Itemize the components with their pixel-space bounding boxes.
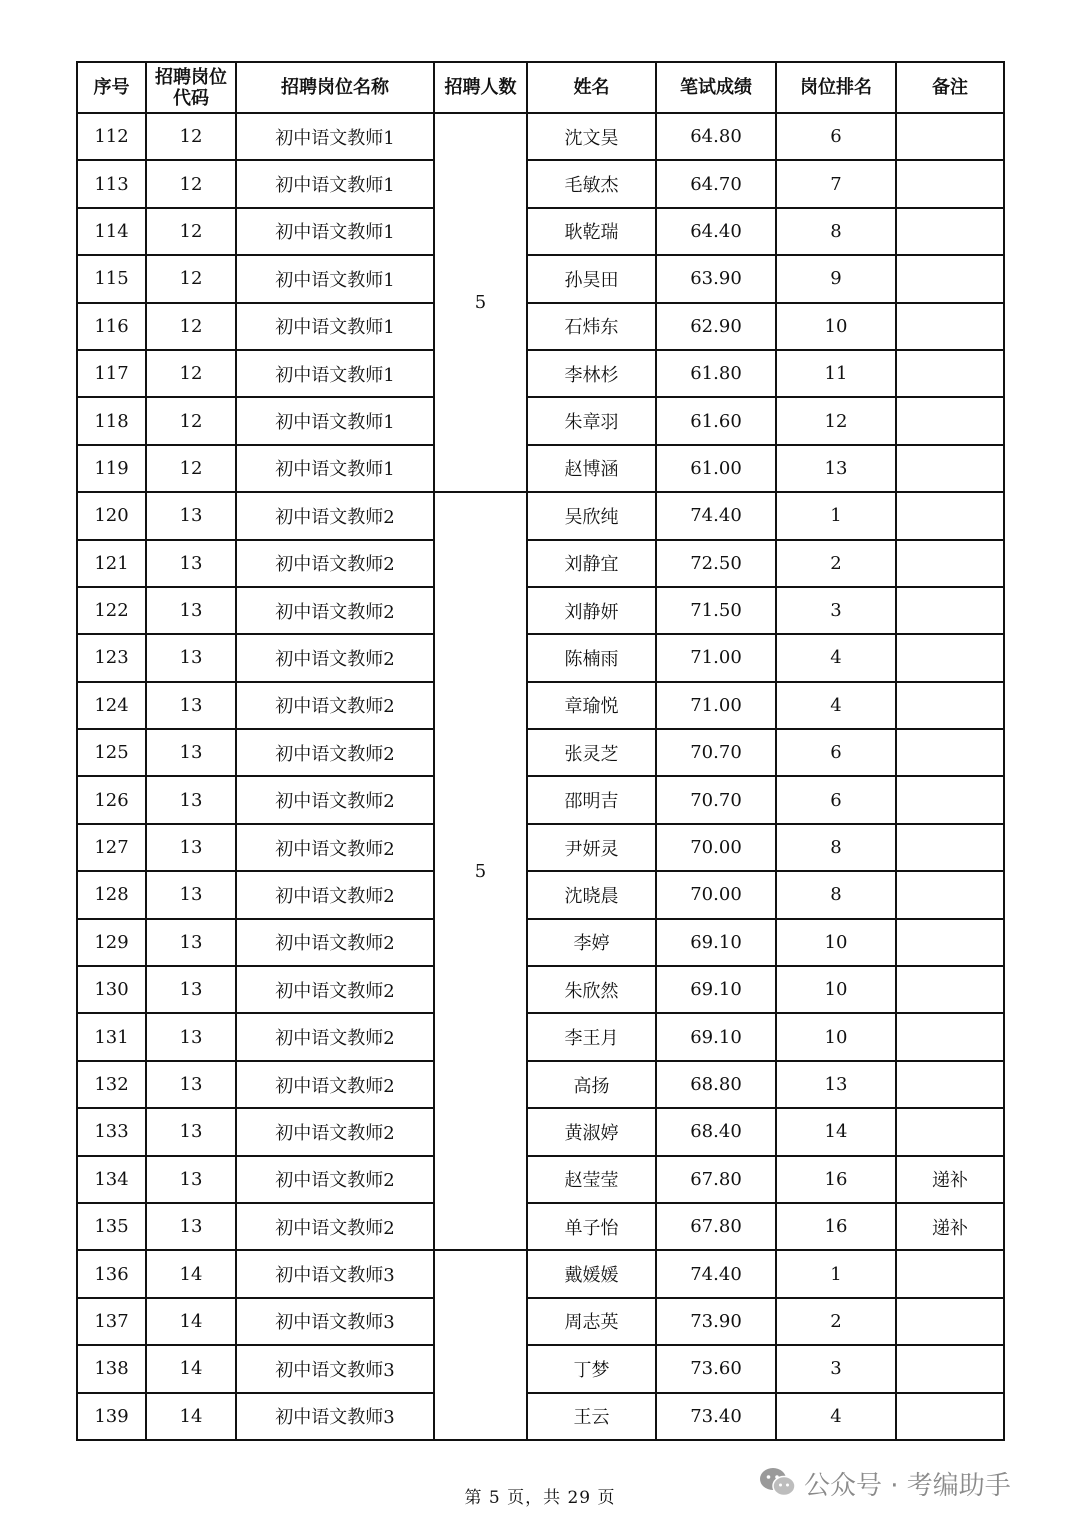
cell-rank: 8 xyxy=(776,824,896,871)
cell-code: 12 xyxy=(146,397,236,444)
header-score: 笔试成绩 xyxy=(656,62,776,113)
cell-position: 初中语文教师2 xyxy=(236,1203,434,1250)
cell-code: 13 xyxy=(146,824,236,871)
score-table xyxy=(76,61,1005,1441)
cell-position: 初中语文教师3 xyxy=(236,1393,434,1440)
cell-name: 李林杉 xyxy=(527,350,656,397)
cell-score: 72.50 xyxy=(656,540,776,587)
cell-seq: 117 xyxy=(77,350,146,397)
cell-seq: 123 xyxy=(77,634,146,681)
cell-note xyxy=(896,776,1004,823)
cell-note xyxy=(896,871,1004,918)
cell-position: 初中语文教师1 xyxy=(236,208,434,255)
cell-code: 13 xyxy=(146,1156,236,1203)
cell-name: 耿乾瑞 xyxy=(527,208,656,255)
cell-score: 70.00 xyxy=(656,824,776,871)
cell-score: 69.10 xyxy=(656,966,776,1013)
cell-score: 61.00 xyxy=(656,445,776,492)
header-position: 招聘岗位名称 xyxy=(236,62,434,113)
cell-seq: 135 xyxy=(77,1203,146,1250)
cell-note xyxy=(896,1108,1004,1155)
cell-seq: 134 xyxy=(77,1156,146,1203)
cell-position: 初中语文教师3 xyxy=(236,1250,434,1297)
cell-name: 丁梦 xyxy=(527,1345,656,1392)
cell-seq: 112 xyxy=(77,113,146,160)
wechat-icon xyxy=(758,1465,798,1501)
cell-score: 64.40 xyxy=(656,208,776,255)
cell-note: 递补 xyxy=(896,1203,1004,1250)
table-body xyxy=(77,113,1004,1440)
cell-seq: 125 xyxy=(77,729,146,776)
cell-note xyxy=(896,540,1004,587)
cell-position: 初中语文教师1 xyxy=(236,113,434,160)
cell-rank: 8 xyxy=(776,871,896,918)
table-row xyxy=(77,303,1004,350)
cell-name: 赵博涵 xyxy=(527,445,656,492)
cell-rank: 6 xyxy=(776,113,896,160)
cell-code: 13 xyxy=(146,540,236,587)
cell-note xyxy=(896,492,1004,539)
cell-rank: 16 xyxy=(776,1156,896,1203)
cell-rank: 4 xyxy=(776,1393,896,1440)
cell-note xyxy=(896,1393,1004,1440)
cell-seq: 129 xyxy=(77,919,146,966)
table-row xyxy=(77,634,1004,681)
cell-note xyxy=(896,1061,1004,1108)
cell-code: 12 xyxy=(146,208,236,255)
cell-note xyxy=(896,445,1004,492)
cell-code: 13 xyxy=(146,492,236,539)
cell-score: 73.40 xyxy=(656,1393,776,1440)
cell-note xyxy=(896,1013,1004,1060)
cell-position: 初中语文教师2 xyxy=(236,1013,434,1060)
cell-name: 章瑜悦 xyxy=(527,682,656,729)
cell-score: 67.80 xyxy=(656,1203,776,1250)
cell-name: 沈文昊 xyxy=(527,113,656,160)
cell-seq: 136 xyxy=(77,1250,146,1297)
watermark-text: 公众号 · 考编助手 xyxy=(804,1470,1011,1501)
cell-position: 初中语文教师2 xyxy=(236,1061,434,1108)
header-hire-count: 招聘人数 xyxy=(434,62,527,113)
cell-name: 毛敏杰 xyxy=(527,160,656,207)
cell-note xyxy=(896,587,1004,634)
cell-note xyxy=(896,729,1004,776)
cell-name: 单子怡 xyxy=(527,1203,656,1250)
cell-note xyxy=(896,397,1004,444)
cell-seq: 138 xyxy=(77,1345,146,1392)
cell-score: 61.80 xyxy=(656,350,776,397)
cell-code: 14 xyxy=(146,1345,236,1392)
table-row xyxy=(77,587,1004,634)
cell-note xyxy=(896,1250,1004,1297)
table-row xyxy=(77,1250,1004,1297)
cell-seq: 118 xyxy=(77,397,146,444)
cell-score: 74.40 xyxy=(656,492,776,539)
cell-note xyxy=(896,634,1004,681)
cell-note xyxy=(896,303,1004,350)
cell-code: 13 xyxy=(146,729,236,776)
cell-code: 13 xyxy=(146,966,236,1013)
cell-name: 朱欣然 xyxy=(527,966,656,1013)
table-row xyxy=(77,208,1004,255)
cell-code: 12 xyxy=(146,160,236,207)
cell-note xyxy=(896,919,1004,966)
cell-rank: 12 xyxy=(776,397,896,444)
cell-position: 初中语文教师2 xyxy=(236,540,434,587)
cell-name: 张灵芝 xyxy=(527,729,656,776)
cell-name: 黄淑婷 xyxy=(527,1108,656,1155)
cell-position: 初中语文教师2 xyxy=(236,871,434,918)
cell-score: 68.80 xyxy=(656,1061,776,1108)
cell-seq: 132 xyxy=(77,1061,146,1108)
cell-seq: 139 xyxy=(77,1393,146,1440)
cell-rank: 16 xyxy=(776,1203,896,1250)
cell-note xyxy=(896,350,1004,397)
cell-seq: 126 xyxy=(77,776,146,823)
cell-rank: 3 xyxy=(776,587,896,634)
cell-seq: 121 xyxy=(77,540,146,587)
header-rank: 岗位排名 xyxy=(776,62,896,113)
cell-rank: 6 xyxy=(776,776,896,823)
cell-name: 陈楠雨 xyxy=(527,634,656,681)
cell-position: 初中语文教师2 xyxy=(236,919,434,966)
cell-note xyxy=(896,824,1004,871)
cell-score: 63.90 xyxy=(656,255,776,302)
header-code-line-1: 招聘岗位 xyxy=(155,66,227,88)
cell-position: 初中语文教师3 xyxy=(236,1345,434,1392)
cell-rank: 6 xyxy=(776,729,896,776)
cell-name: 赵莹莹 xyxy=(527,1156,656,1203)
cell-code: 14 xyxy=(146,1298,236,1345)
cell-seq: 124 xyxy=(77,682,146,729)
cell-position: 初中语文教师1 xyxy=(236,255,434,302)
cell-seq: 113 xyxy=(77,160,146,207)
cell-code: 12 xyxy=(146,303,236,350)
cell-code: 13 xyxy=(146,1061,236,1108)
cell-code: 12 xyxy=(146,350,236,397)
cell-seq: 114 xyxy=(77,208,146,255)
cell-name: 尹妍灵 xyxy=(527,824,656,871)
table-row xyxy=(77,919,1004,966)
cell-score: 71.00 xyxy=(656,682,776,729)
table-row xyxy=(77,160,1004,207)
cell-seq: 115 xyxy=(77,255,146,302)
table-row xyxy=(77,1298,1004,1345)
cell-code: 13 xyxy=(146,634,236,681)
cell-position: 初中语文教师1 xyxy=(236,160,434,207)
cell-score: 74.40 xyxy=(656,1250,776,1297)
cell-rank: 9 xyxy=(776,255,896,302)
header-name: 姓名 xyxy=(527,62,656,113)
cell-position: 初中语文教师2 xyxy=(236,966,434,1013)
cell-rank: 10 xyxy=(776,919,896,966)
cell-name: 吴欣纯 xyxy=(527,492,656,539)
cell-code: 13 xyxy=(146,1108,236,1155)
header-note: 备注 xyxy=(896,62,1004,113)
cell-name: 刘静妍 xyxy=(527,587,656,634)
cell-note xyxy=(896,208,1004,255)
cell-name: 高扬 xyxy=(527,1061,656,1108)
table-row xyxy=(77,113,1004,160)
cell-seq: 133 xyxy=(77,1108,146,1155)
cell-position: 初中语文教师3 xyxy=(236,1298,434,1345)
table-row xyxy=(77,1013,1004,1060)
cell-position: 初中语文教师2 xyxy=(236,776,434,823)
cell-name: 石炜东 xyxy=(527,303,656,350)
cell-rank: 4 xyxy=(776,634,896,681)
cell-rank: 2 xyxy=(776,540,896,587)
cell-rank: 10 xyxy=(776,966,896,1013)
header-code xyxy=(146,62,236,113)
cell-seq: 120 xyxy=(77,492,146,539)
cell-rank: 10 xyxy=(776,1013,896,1060)
table-row xyxy=(77,1345,1004,1392)
cell-name: 周志英 xyxy=(527,1298,656,1345)
cell-hire-count: 5 xyxy=(434,492,527,1250)
cell-score: 61.60 xyxy=(656,397,776,444)
table-row xyxy=(77,255,1004,302)
cell-note xyxy=(896,255,1004,302)
cell-code: 14 xyxy=(146,1250,236,1297)
cell-position: 初中语文教师1 xyxy=(236,397,434,444)
table-row xyxy=(77,871,1004,918)
cell-seq: 128 xyxy=(77,871,146,918)
cell-position: 初中语文教师2 xyxy=(236,729,434,776)
cell-seq: 119 xyxy=(77,445,146,492)
table-row xyxy=(77,1393,1004,1440)
table-row xyxy=(77,350,1004,397)
cell-rank: 2 xyxy=(776,1298,896,1345)
cell-name: 朱章羽 xyxy=(527,397,656,444)
cell-position: 初中语文教师2 xyxy=(236,682,434,729)
cell-score: 73.60 xyxy=(656,1345,776,1392)
table-row xyxy=(77,1203,1004,1250)
cell-score: 70.70 xyxy=(656,776,776,823)
table-header-row xyxy=(77,62,1004,113)
cell-name: 刘静宜 xyxy=(527,540,656,587)
cell-score: 69.10 xyxy=(656,1013,776,1060)
cell-score: 64.70 xyxy=(656,160,776,207)
cell-note xyxy=(896,966,1004,1013)
table-row xyxy=(77,776,1004,823)
cell-code: 13 xyxy=(146,871,236,918)
cell-note: 递补 xyxy=(896,1156,1004,1203)
cell-position: 初中语文教师1 xyxy=(236,303,434,350)
cell-seq: 131 xyxy=(77,1013,146,1060)
cell-score: 64.80 xyxy=(656,113,776,160)
cell-seq: 122 xyxy=(77,587,146,634)
cell-code: 14 xyxy=(146,1393,236,1440)
cell-name: 戴媛媛 xyxy=(527,1250,656,1297)
page-footer: 第 5 页，共 29 页 xyxy=(464,1488,616,1508)
cell-rank: 11 xyxy=(776,350,896,397)
cell-note xyxy=(896,160,1004,207)
cell-rank: 13 xyxy=(776,1061,896,1108)
table-row xyxy=(77,540,1004,587)
cell-name: 沈晓晨 xyxy=(527,871,656,918)
cell-seq: 137 xyxy=(77,1298,146,1345)
cell-note xyxy=(896,682,1004,729)
cell-position: 初中语文教师2 xyxy=(236,587,434,634)
cell-rank: 1 xyxy=(776,1250,896,1297)
cell-score: 68.40 xyxy=(656,1108,776,1155)
cell-code: 13 xyxy=(146,587,236,634)
table-row xyxy=(77,445,1004,492)
cell-name: 李王月 xyxy=(527,1013,656,1060)
watermark xyxy=(758,1463,1011,1503)
cell-position: 初中语文教师1 xyxy=(236,350,434,397)
cell-score: 69.10 xyxy=(656,919,776,966)
cell-score: 71.50 xyxy=(656,587,776,634)
header-seq: 序号 xyxy=(77,62,146,113)
table-row xyxy=(77,824,1004,871)
cell-position: 初中语文教师2 xyxy=(236,1156,434,1203)
cell-score: 67.80 xyxy=(656,1156,776,1203)
cell-score: 73.90 xyxy=(656,1298,776,1345)
cell-name: 王云 xyxy=(527,1393,656,1440)
cell-rank: 4 xyxy=(776,682,896,729)
cell-rank: 10 xyxy=(776,303,896,350)
table-row xyxy=(77,1108,1004,1155)
cell-code: 13 xyxy=(146,919,236,966)
cell-score: 62.90 xyxy=(656,303,776,350)
header-code-line-2: 代码 xyxy=(173,87,209,109)
cell-rank: 3 xyxy=(776,1345,896,1392)
cell-note xyxy=(896,1345,1004,1392)
table-row xyxy=(77,1061,1004,1108)
cell-score: 71.00 xyxy=(656,634,776,681)
cell-rank: 13 xyxy=(776,445,896,492)
cell-note xyxy=(896,1298,1004,1345)
cell-rank: 14 xyxy=(776,1108,896,1155)
cell-rank: 7 xyxy=(776,160,896,207)
table-row xyxy=(77,397,1004,444)
cell-seq: 127 xyxy=(77,824,146,871)
cell-position: 初中语文教师2 xyxy=(236,634,434,681)
cell-code: 12 xyxy=(146,255,236,302)
table-row xyxy=(77,492,1004,539)
cell-code: 12 xyxy=(146,113,236,160)
cell-position: 初中语文教师1 xyxy=(236,445,434,492)
cell-hire-count: 5 xyxy=(434,113,527,492)
cell-seq: 116 xyxy=(77,303,146,350)
cell-code: 13 xyxy=(146,776,236,823)
table-row xyxy=(77,729,1004,776)
cell-seq: 130 xyxy=(77,966,146,1013)
cell-position: 初中语文教师2 xyxy=(236,492,434,539)
cell-position: 初中语文教师2 xyxy=(236,824,434,871)
table-row xyxy=(77,682,1004,729)
cell-name: 邵明吉 xyxy=(527,776,656,823)
cell-code: 13 xyxy=(146,1203,236,1250)
cell-score: 70.00 xyxy=(656,871,776,918)
cell-note xyxy=(896,113,1004,160)
cell-code: 13 xyxy=(146,682,236,729)
cell-name: 李婷 xyxy=(527,919,656,966)
cell-rank: 8 xyxy=(776,208,896,255)
cell-hire-count xyxy=(434,1250,527,1440)
cell-code: 13 xyxy=(146,1013,236,1060)
cell-rank: 1 xyxy=(776,492,896,539)
cell-score: 70.70 xyxy=(656,729,776,776)
cell-position: 初中语文教师2 xyxy=(236,1108,434,1155)
cell-name: 孙昊田 xyxy=(527,255,656,302)
cell-code: 12 xyxy=(146,445,236,492)
table-row xyxy=(77,1156,1004,1203)
table-row xyxy=(77,966,1004,1013)
